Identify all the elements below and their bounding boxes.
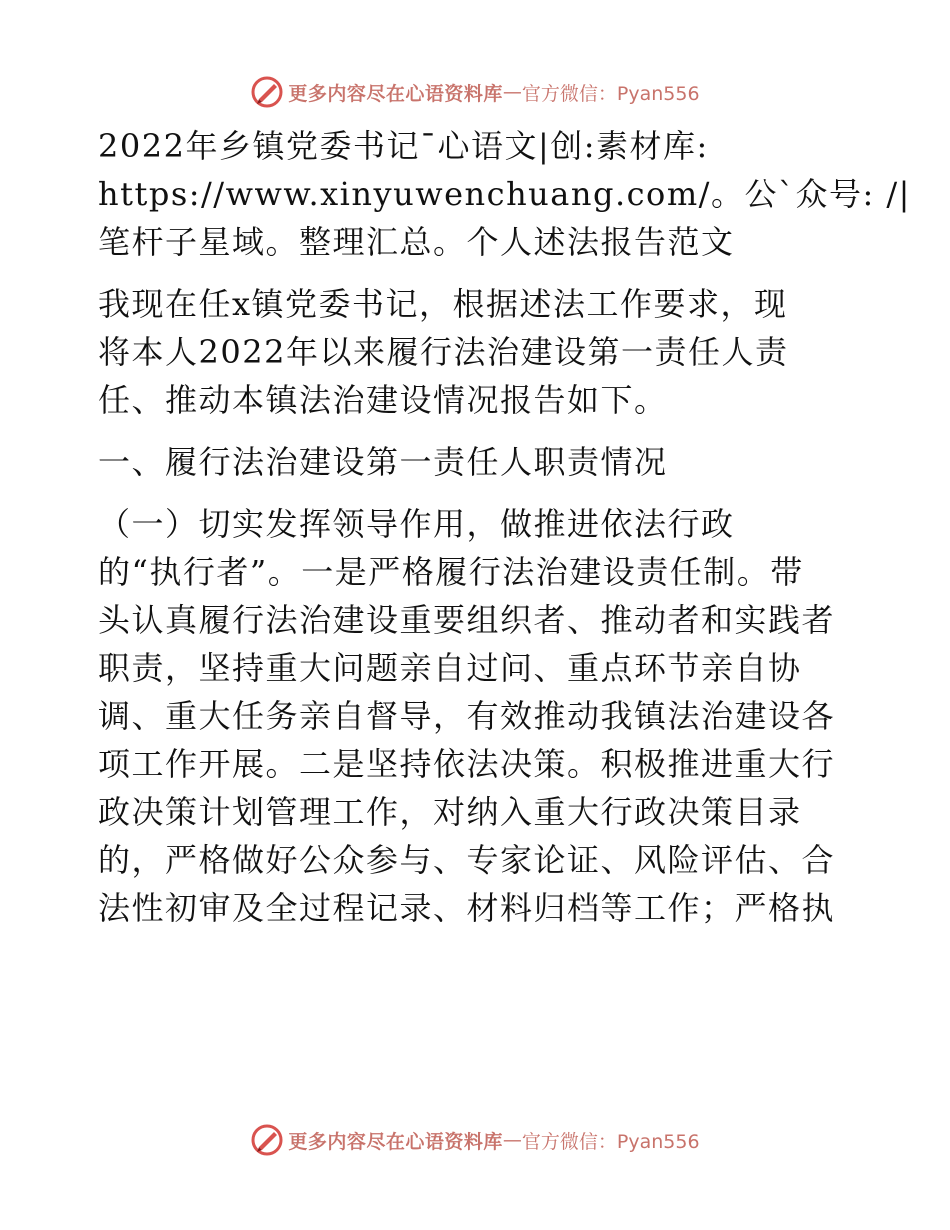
text-line: 的“执行者”。一是严格履行法治建设责任制。带 [98, 553, 804, 591]
text-line: 一、履行法治建设第一责任人职责情况 [98, 443, 668, 481]
text-line: 法性初审及全过程记录、材料归档等工作；严格执 [98, 889, 836, 927]
document-body [98, 122, 911, 932]
paragraph-intro [98, 280, 858, 424]
text-line: 项工作开展。二是坚持依法决策。积极推进重大行 [98, 745, 836, 783]
text-line: （一）切实发挥领导作用，做推进依法行政 [98, 505, 735, 543]
text-line: 任、推动本镇法治建设情况报告如下。 [98, 381, 668, 419]
watermark-separator: — [502, 81, 522, 103]
section-heading [98, 438, 858, 486]
text-line: 调、重大任务亲自督导，有效推动我镇法治建设各 [98, 697, 836, 735]
watermark-text: 更多内容尽在心语资料库 [288, 1130, 503, 1153]
paragraph-body [98, 500, 858, 932]
watermark-text: 更多内容尽在心语资料库 [288, 82, 503, 105]
text-line: 我现在任x镇党委书记，根据述法工作要求，现 [98, 285, 788, 323]
watermark-banner-top [0, 70, 950, 114]
text-line: 头认真履行法治建设重要组织者、推动者和实践者 [98, 601, 836, 639]
text-line: 职责，坚持重大问题亲自过问、重点环节亲自协 [98, 649, 802, 687]
watermark-banner-bottom [0, 1118, 950, 1162]
watermark-separator: — [502, 1129, 522, 1151]
watermark-wechat: 官方微信：Pyan556 [521, 82, 700, 105]
text-line: 笔杆子星域。整理汇总。个人述法报告范文 [98, 223, 735, 261]
watermark-wechat: 官方微信：Pyan556 [521, 1130, 700, 1153]
text-line: 的，严格做好公众参与、专家论证、风险评估、合 [98, 841, 836, 879]
text-line: 政决策计划管理工作，对纳入重大行政决策目录 [98, 793, 802, 831]
pen-logo-icon [250, 1123, 284, 1157]
text-line: https://www.xinyuwenchuang.com/。公`众号: /| [98, 175, 911, 213]
pen-logo-icon [250, 75, 284, 109]
text-line: 2022年乡镇党委书记¯心语文|创:素材库: [98, 127, 709, 165]
text-line: 将本人2022年以来履行法治建设第一责任人责 [98, 333, 789, 371]
paragraph-title [98, 122, 911, 266]
